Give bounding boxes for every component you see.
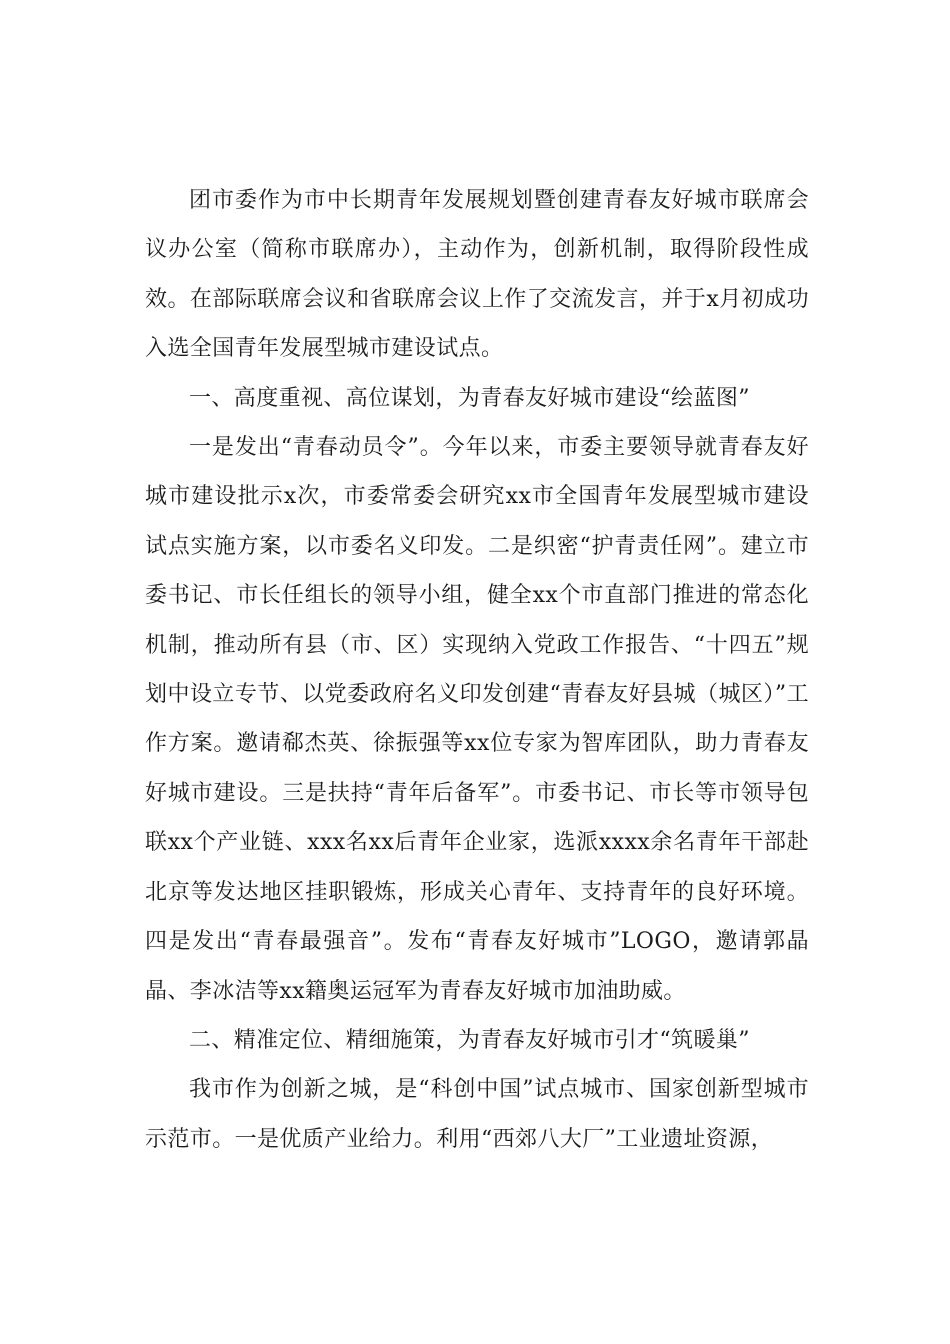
intro-paragraph: 团市委作为市中长期青年发展规划暨创建青春友好城市联席会议办公室（简称市联席办），主动作为，创新机制，取得阶段性成效。在部际联席会议和省联席会议上作了交流发言，并于x月初成功入选全国青年发展型城市建设试点。 — [145, 188, 809, 362]
document-body — [145, 176, 809, 1164]
section-1-paragraph: 一是发出“青春动员令”。今年以来，市委主要领导就青春友好城市建设批示x次，市委常委会研究xx市全国青年发展型城市建设试点实施方案，以市委名义印发。二是织密“护青责任网”。建立市委书记、市长任组长的领导小组，健全xx个市直部门推进的常态化机制，推动所有县（市、区）实现纳入党政工作报告、“十四五”规划中设立专节、以党委政府名义印发创建“青春友好县城（城区）”工作方案。邀请郗杰英、徐振强等xx位专家为智库团队，助力青春友好城市建设。三是扶持“青年后备军”。市委书记、市长等市领导包联xx个产业链、xxx名xx后青年企业家，选派xxxx余名青年干部赴北京等发达地区挂职锻炼，形成关心青年、支持青年的良好环境。四是发出“青春最强音”。发布“青春友好城市”LOGO，邀请郭晶晶、李冰洁等xx籍奥运冠军为青春友好城市加油助威。 — [145, 435, 809, 1004]
section-heading-1: 一、高度重视、高位谋划，为青春友好城市建设“绘蓝图” — [189, 385, 750, 411]
section-2-paragraph: 我市作为创新之城，是“科创中国”试点城市、国家创新型城市示范市。一是优质产业给力。利用“西郊八大厂”工业遗址资源， — [145, 1077, 809, 1152]
section-heading-2: 二、精准定位、精细施策，为青春友好城市引才“筑暖巢” — [189, 1027, 750, 1053]
